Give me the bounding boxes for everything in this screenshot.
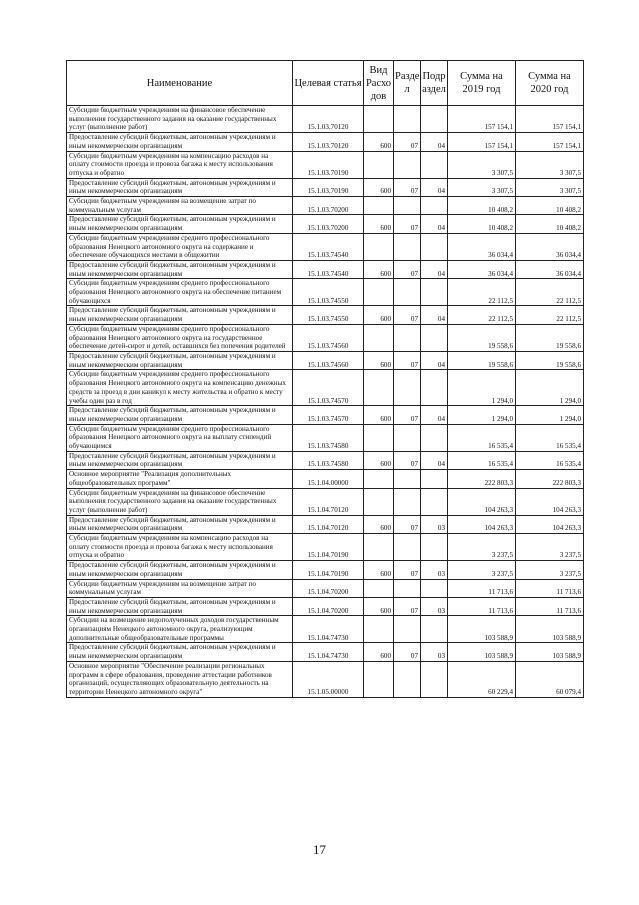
row-vid-cell: 600 (364, 260, 394, 278)
row-sum-2019-cell: 19 558,6 (448, 324, 516, 351)
row-code-cell: 15.1.04.74730 (293, 616, 364, 643)
row-razdel-cell (394, 579, 421, 597)
table-row (67, 133, 584, 151)
row-vid-cell: 600 (364, 406, 394, 424)
row-code-cell: 15.1.04.70190 (293, 561, 364, 579)
row-podrazdel-cell (421, 233, 448, 260)
row-sum-2019-cell: 3 307,5 (448, 151, 516, 178)
table-row (67, 197, 584, 215)
row-vid-cell (364, 488, 394, 515)
row-code-cell: 15.1.03.74560 (293, 351, 364, 369)
row-razdel-cell: 07 (394, 351, 421, 369)
row-sum-2019-cell: 157 154,1 (448, 106, 516, 133)
row-sum-2020-cell: 16 535,4 (516, 424, 584, 451)
row-code-cell: 15.1.03.74580 (293, 451, 364, 469)
row-sum-2020-cell: 3 237,5 (516, 534, 584, 561)
row-razdel-cell (394, 534, 421, 561)
row-name-cell: Субсидии бюджетным учреждениям среднего профессионального образования Ненецкого автономного округа на содержание и обеспечение обучающихся местами в общежитии (67, 233, 293, 260)
row-vid-cell: 600 (364, 215, 394, 233)
row-name-cell: Субсидии бюджетным учреждениям среднего профессионального образования Ненецкого автономного округа на выплату стипендий обучающимся (67, 424, 293, 451)
row-sum-2019-cell: 19 558,6 (448, 351, 516, 369)
row-name-cell: Субсидии бюджетным учреждениям на финансовое обеспечение выполнения государственного задания на оказание государственных услуг (выполнение работ) (67, 488, 293, 515)
table-row (67, 616, 584, 643)
table-row (67, 178, 584, 196)
row-sum-2019-cell: 103 588,9 (448, 616, 516, 643)
row-razdel-cell (394, 470, 421, 488)
row-vid-cell: 600 (364, 561, 394, 579)
row-sum-2019-cell: 10 408,2 (448, 197, 516, 215)
row-sum-2020-cell: 22 112,5 (516, 306, 584, 324)
row-name-cell: Субсидии бюджетным учреждениям на возмещение затрат по коммунальным услугам (67, 197, 293, 215)
row-sum-2020-cell: 10 408,2 (516, 197, 584, 215)
row-name-cell: Предоставление субсидий бюджетным, автономным учреждениям и иным некоммерческим организациям (67, 561, 293, 579)
header-podrazdel: Подр аздел (421, 61, 448, 106)
row-code-cell: 15.1.03.70200 (293, 197, 364, 215)
page-number: 17 (313, 842, 326, 857)
row-code-cell: 15.1.03.74580 (293, 424, 364, 451)
row-podrazdel-cell: 04 (421, 451, 448, 469)
row-sum-2020-cell: 16 535,4 (516, 451, 584, 469)
row-sum-2019-cell: 16 535,4 (448, 424, 516, 451)
table-row (67, 406, 584, 424)
row-podrazdel-cell (421, 370, 448, 406)
row-sum-2019-cell: 222 803,3 (448, 470, 516, 488)
row-sum-2020-cell: 3 307,5 (516, 178, 584, 196)
row-razdel-cell: 07 (394, 561, 421, 579)
table-row (67, 579, 584, 597)
row-podrazdel-cell: 03 (421, 561, 448, 579)
row-sum-2019-cell: 60 229,4 (448, 661, 516, 697)
row-podrazdel-cell (421, 151, 448, 178)
row-code-cell: 15.1.04.74730 (293, 643, 364, 661)
table-row (67, 106, 584, 133)
row-razdel-cell: 07 (394, 260, 421, 278)
row-vid-cell (364, 424, 394, 451)
row-vid-cell (364, 661, 394, 697)
row-podrazdel-cell: 04 (421, 306, 448, 324)
row-sum-2019-cell: 3 237,5 (448, 561, 516, 579)
row-podrazdel-cell (421, 324, 448, 351)
row-sum-2019-cell: 11 713,6 (448, 597, 516, 615)
row-sum-2019-cell: 11 713,6 (448, 579, 516, 597)
row-sum-2020-cell: 103 588,9 (516, 616, 584, 643)
row-vid-cell (364, 233, 394, 260)
row-name-cell: Субсидии на возмещение недополученных доходов государственным организациям Ненецкого автономного округа, реализующим дополнительные общеобразовательные программы (67, 616, 293, 643)
header-razdel: Разде л (394, 61, 421, 106)
row-code-cell: 15.1.03.70120 (293, 106, 364, 133)
table-row (67, 151, 584, 178)
row-podrazdel-cell (421, 424, 448, 451)
row-podrazdel-cell (421, 616, 448, 643)
row-razdel-cell: 07 (394, 643, 421, 661)
row-sum-2020-cell: 3 307,5 (516, 151, 584, 178)
row-vid-cell (364, 579, 394, 597)
row-podrazdel-cell: 03 (421, 643, 448, 661)
table-row (67, 534, 584, 561)
row-sum-2020-cell: 104 263,3 (516, 488, 584, 515)
row-sum-2019-cell: 103 588,9 (448, 643, 516, 661)
row-vid-cell: 600 (364, 133, 394, 151)
row-sum-2019-cell: 36 034,4 (448, 260, 516, 278)
header-name: Наименование (67, 61, 293, 106)
table-row (67, 561, 584, 579)
row-code-cell: 15.1.03.74540 (293, 233, 364, 260)
row-sum-2020-cell: 36 034,4 (516, 260, 584, 278)
row-vid-cell (364, 324, 394, 351)
table-row (67, 370, 584, 406)
row-code-cell: 15.1.04.70200 (293, 579, 364, 597)
row-name-cell: Субсидии бюджетным учреждениям среднего профессионального образования Ненецкого автономного округа на государственное обеспечение детей-сирот и детей, оставшихся без попечения родителей (67, 324, 293, 351)
row-code-cell: 15.1.04.70120 (293, 488, 364, 515)
row-name-cell: Предоставление субсидий бюджетным, автономным учреждениям и иным некоммерческим организациям (67, 351, 293, 369)
row-sum-2020-cell: 157 154,1 (516, 106, 584, 133)
row-podrazdel-cell: 04 (421, 133, 448, 151)
row-name-cell: Субсидии бюджетным учреждениям на компенсацию расходов на оплату стоимости проезда и провоза багажа к месту использования отпуска и обратно (67, 151, 293, 178)
row-vid-cell: 600 (364, 306, 394, 324)
row-podrazdel-cell (421, 470, 448, 488)
row-code-cell: 15.1.03.74550 (293, 306, 364, 324)
row-podrazdel-cell: 04 (421, 178, 448, 196)
table-row (67, 324, 584, 351)
row-razdel-cell (394, 106, 421, 133)
row-razdel-cell: 07 (394, 306, 421, 324)
row-sum-2020-cell: 11 713,6 (516, 579, 584, 597)
row-sum-2020-cell: 19 558,6 (516, 324, 584, 351)
row-razdel-cell: 07 (394, 515, 421, 533)
row-vid-cell: 600 (364, 643, 394, 661)
table-row (67, 515, 584, 533)
row-code-cell: 15.1.04.70120 (293, 515, 364, 533)
row-name-cell: Предоставление субсидий бюджетным, автономным учреждениям и иным некоммерческим организациям (67, 133, 293, 151)
row-code-cell: 15.1.03.70200 (293, 215, 364, 233)
row-razdel-cell: 07 (394, 451, 421, 469)
row-name-cell: Предоставление субсидий бюджетным, автономным учреждениям и иным некоммерческим организациям (67, 597, 293, 615)
row-sum-2020-cell: 3 237,5 (516, 561, 584, 579)
row-podrazdel-cell (421, 197, 448, 215)
row-podrazdel-cell: 03 (421, 597, 448, 615)
row-code-cell: 15.1.05.00000 (293, 661, 364, 697)
table-row (67, 279, 584, 306)
row-sum-2019-cell: 104 263,3 (448, 515, 516, 533)
row-sum-2020-cell: 60 079,4 (516, 661, 584, 697)
table-row (67, 215, 584, 233)
row-sum-2020-cell: 19 558,6 (516, 351, 584, 369)
row-razdel-cell (394, 370, 421, 406)
row-code-cell: 15.1.04.70190 (293, 534, 364, 561)
row-razdel-cell (394, 616, 421, 643)
row-name-cell: Предоставление субсидий бюджетным, автономным учреждениям и иным некоммерческим организациям (67, 260, 293, 278)
row-code-cell: 15.1.04.00000 (293, 470, 364, 488)
table-row (67, 306, 584, 324)
row-sum-2019-cell: 1 294,0 (448, 406, 516, 424)
table-row (67, 260, 584, 278)
row-sum-2019-cell: 157 154,1 (448, 133, 516, 151)
row-code-cell: 15.1.03.74570 (293, 370, 364, 406)
header-sum-2020: Сумма на 2020 год (516, 61, 584, 106)
row-vid-cell (364, 370, 394, 406)
table-body (67, 106, 584, 698)
row-vid-cell (364, 470, 394, 488)
row-razdel-cell (394, 324, 421, 351)
row-vid-cell: 600 (364, 597, 394, 615)
table-row (67, 424, 584, 451)
row-razdel-cell (394, 279, 421, 306)
row-razdel-cell (394, 488, 421, 515)
row-vid-cell (364, 534, 394, 561)
row-podrazdel-cell (421, 534, 448, 561)
row-podrazdel-cell: 04 (421, 260, 448, 278)
row-podrazdel-cell: 03 (421, 515, 448, 533)
row-razdel-cell: 07 (394, 215, 421, 233)
row-podrazdel-cell (421, 279, 448, 306)
row-sum-2020-cell: 10 408,2 (516, 215, 584, 233)
row-sum-2020-cell: 1 294,0 (516, 406, 584, 424)
table-row (67, 351, 584, 369)
table-row (67, 597, 584, 615)
row-name-cell: Субсидии бюджетным учреждениям среднего профессионального образования Ненецкого автономного округа на обеспечение питанием обучающихся (67, 279, 293, 306)
header-vid: Вид Расхо дов (364, 61, 394, 106)
row-name-cell: Основное мероприятие "Обеспечение реализации региональных программ в сфере образования, проведение аттестации работников организаций, осуществляющих образовательную деятельность на территории Ненецкого автономного округа" (67, 661, 293, 697)
row-name-cell: Основное мероприятие "Реализация дополнительных общеобразовательных программ" (67, 470, 293, 488)
row-vid-cell (364, 106, 394, 133)
budget-table (66, 60, 584, 698)
row-razdel-cell (394, 424, 421, 451)
table-row (67, 470, 584, 488)
row-name-cell: Предоставление субсидий бюджетным, автономным учреждениям и иным некоммерческим организациям (67, 451, 293, 469)
table-row (67, 661, 584, 697)
row-code-cell: 15.1.03.74560 (293, 324, 364, 351)
row-name-cell: Субсидии бюджетным учреждениям на компенсацию расходов на оплату стоимости проезда и провоза багажа к месту использования отпуска и обратно (67, 534, 293, 561)
row-podrazdel-cell (421, 488, 448, 515)
row-sum-2019-cell: 22 112,5 (448, 279, 516, 306)
row-razdel-cell (394, 661, 421, 697)
row-code-cell: 15.1.04.70200 (293, 597, 364, 615)
row-sum-2019-cell: 3 307,5 (448, 178, 516, 196)
row-sum-2020-cell: 11 713,6 (516, 597, 584, 615)
row-vid-cell: 600 (364, 515, 394, 533)
row-name-cell: Субсидии бюджетным учреждениям среднего профессионального образования Ненецкого автономного округа на компенсацию денежных средств за проезд в дни каникул к месту жительства и обратно к месту учебы один раз в год (67, 370, 293, 406)
row-sum-2019-cell: 10 408,2 (448, 215, 516, 233)
row-vid-cell: 600 (364, 451, 394, 469)
row-razdel-cell: 07 (394, 178, 421, 196)
row-vid-cell (364, 616, 394, 643)
row-name-cell: Предоставление субсидий бюджетным, автономным учреждениям и иным некоммерческим организациям (67, 178, 293, 196)
row-razdel-cell (394, 151, 421, 178)
row-razdel-cell: 07 (394, 597, 421, 615)
row-code-cell: 15.1.03.70190 (293, 178, 364, 196)
row-code-cell: 15.1.03.74540 (293, 260, 364, 278)
row-sum-2020-cell: 22 112,5 (516, 279, 584, 306)
row-podrazdel-cell: 04 (421, 215, 448, 233)
row-name-cell: Предоставление субсидий бюджетным, автономным учреждениям и иным некоммерческим организациям (67, 515, 293, 533)
row-podrazdel-cell (421, 106, 448, 133)
row-podrazdel-cell: 04 (421, 406, 448, 424)
row-podrazdel-cell: 04 (421, 351, 448, 369)
row-code-cell: 15.1.03.74570 (293, 406, 364, 424)
row-sum-2019-cell: 22 112,5 (448, 306, 516, 324)
row-vid-cell: 600 (364, 178, 394, 196)
row-sum-2020-cell: 157 154,1 (516, 133, 584, 151)
row-vid-cell (364, 279, 394, 306)
table-row (67, 233, 584, 260)
header-sum-2019: Сумма на 2019 год (448, 61, 516, 106)
row-name-cell: Субсидии бюджетным учреждениям на финансовое обеспечение выполнения государственного задания на оказание государственных услуг (выполнение работ) (67, 106, 293, 133)
row-sum-2020-cell: 1 294,0 (516, 370, 584, 406)
row-razdel-cell (394, 233, 421, 260)
row-vid-cell: 600 (364, 351, 394, 369)
table-row (67, 488, 584, 515)
row-vid-cell (364, 197, 394, 215)
row-name-cell: Предоставление субсидий бюджетным, автономным учреждениям и иным некоммерческим организациям (67, 406, 293, 424)
row-sum-2019-cell: 16 535,4 (448, 451, 516, 469)
row-sum-2020-cell: 104 263,3 (516, 515, 584, 533)
row-code-cell: 15.1.03.70120 (293, 133, 364, 151)
row-razdel-cell: 07 (394, 133, 421, 151)
row-code-cell: 15.1.03.74550 (293, 279, 364, 306)
row-sum-2019-cell: 3 237,5 (448, 534, 516, 561)
row-sum-2019-cell: 36 034,4 (448, 233, 516, 260)
table-row (67, 451, 584, 469)
row-name-cell: Предоставление субсидий бюджетным, автономным учреждениям и иным некоммерческим организациям (67, 643, 293, 661)
row-sum-2019-cell: 104 263,3 (448, 488, 516, 515)
table-row (67, 643, 584, 661)
table-header-row (67, 61, 584, 106)
row-name-cell: Субсидии бюджетным учреждениям на возмещение затрат по коммунальным услугам (67, 579, 293, 597)
row-sum-2020-cell: 103 588,9 (516, 643, 584, 661)
header-code: Целевая статья (293, 61, 364, 106)
row-sum-2020-cell: 36 034,4 (516, 233, 584, 260)
row-vid-cell (364, 151, 394, 178)
row-sum-2020-cell: 222 803,3 (516, 470, 584, 488)
row-name-cell: Предоставление субсидий бюджетным, автономным учреждениям и иным некоммерческим организациям (67, 306, 293, 324)
row-podrazdel-cell (421, 579, 448, 597)
row-code-cell: 15.1.03.70190 (293, 151, 364, 178)
row-name-cell: Предоставление субсидий бюджетным, автономным учреждениям и иным некоммерческим организациям (67, 215, 293, 233)
row-sum-2019-cell: 1 294,0 (448, 370, 516, 406)
row-podrazdel-cell (421, 661, 448, 697)
row-razdel-cell (394, 197, 421, 215)
row-razdel-cell: 07 (394, 406, 421, 424)
